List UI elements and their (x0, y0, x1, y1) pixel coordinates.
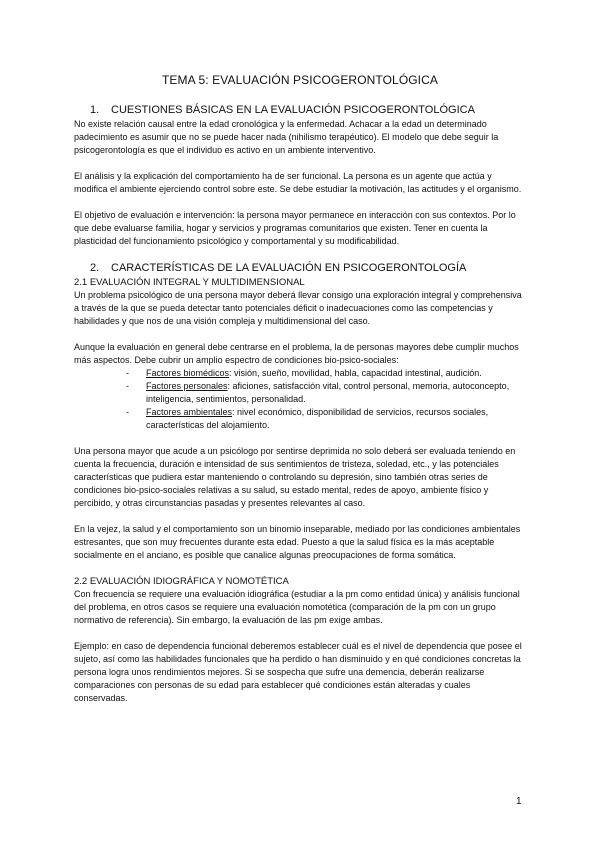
factor-text: : visión, sueño, movilidad, habla, capacidad intestinal, audición. (229, 368, 482, 378)
section-1-paragraph-3: El objetivo de evaluación e intervención: la persona mayor permanece en interacción con sus contextos. Por lo que debe evaluarse familia, hogar y servicios y programas comunitarios que existen. Tener en cuenta la plasticidad del funcionamiento psicológico y comportamental y su modificabilidad. (74, 210, 516, 246)
subsection-2-2-paragraph-2: Ejemplo: en caso de dependencia funcional deberemos establecer cuál es el nivel de dependencia que posee el sujeto, así como las habilidades funcionales que ha perdido o han disminuido y en qué condiciones concretas la persona logra unos rendimientos mejores. Si se sospecha que sufre una demencia, deberán realizarse comparaciones con personas de su edad para establecer qué condiciones están alteradas y cuales conservadas. (74, 641, 522, 703)
list-item (126, 406, 526, 432)
factor-text: : aficiones, satisfacción vital, control personal, memoria, autoconcepto, inteligencia, sentimientos, personalidad. (146, 381, 510, 404)
subsection-2-1-paragraph-2: Aunque la evaluación en general debe centrarse en el problema, la de personas mayores debe cumplir muchos más aspectos. Debe cubrir un amplio espectro de condiciones bio-psico-sociales: (74, 342, 519, 365)
factor-term: Factores biomédicos (146, 368, 230, 378)
factor-term: Factores ambientales (146, 407, 233, 417)
section-1-paragraph-1: No existe relación causal entre la edad cronológica y la enfermedad. Achacar a la edad un determinado padecimiento es asumir que no se puede hacer nada (nihilismo terapéutico). El modelo que debe seguir la psicogerontología es que el individuo es activo en un ambiente interventivo. (74, 119, 499, 155)
document-body (74, 103, 526, 705)
subsection-2-1-heading: 2.1 EVALUACIÓN INTEGRAL Y MULTIDIMENSIONAL (74, 277, 305, 288)
subsection-2-2-heading: 2.2 EVALUACIÓN IDIOGRÁFICA Y NOMOTÉTICA (74, 576, 289, 587)
section-2-title: CARACTERÍSTICAS DE LA EVALUACIÓN EN PSICOGERONTOLOGÍA (111, 262, 467, 274)
subsection-2-1-paragraph-4: En la vejez, la salud y el comportamiento son un binomio inseparable, mediado por las condiciones ambientales estresantes, que son muy frecuentes durante esta edad. Puesto a que la salud física es la más aceptable socialmente en el anciano, es posible que canalice algunas preocupaciones de forma somática. (74, 524, 521, 560)
subsection-2-1-paragraph-3: Una persona mayor que acude a un psicólogo por sentirse deprimida no solo deberá ser evaluada teniendo en cuenta la frecuencia, duración e intensidad de sus sentimientos de tristeza, soledad, etc., y las potenciales características que pudiera estar manteniendo o controlando su depresión, sino también otras series de condiciones bio-psico-sociales relativas a su salud, su estado mental, redes de apoyo, ambiente físico y percibido, y otras circunstancias pasadas y presentes relevantes al caso. (74, 446, 516, 508)
section-1-heading (74, 103, 526, 117)
subsection-2-2-paragraph-1: Con frecuencia se requiere una evaluación idiográfica (estudiar a la pm como entidad única) y análisis funcional del problema, en otros casos se requiere una evaluación nomotética (comparación de la pm con un grupo normativo de referencia). Sin embargo, la evaluación de las pm exige ambas. (74, 589, 520, 625)
factor-term: Factores personales (146, 381, 228, 391)
list-dash: - (126, 368, 129, 378)
factor-text: : nivel económico, disponibilidad de servicios, recursos sociales, características del alojamiento. (146, 407, 489, 430)
section-1-number: 1. (90, 104, 100, 116)
section-1-paragraph-2: El análisis y la explicación del comportamiento ha de ser funcional. La persona es un agente que actúa y modifica el ambiente ejerciendo control sobre este. Se debe estudiar la motivación, las actitudes y el organismo. (74, 171, 522, 194)
list-dash: - (126, 407, 129, 417)
section-1-title: CUESTIONES BÁSICAS EN LA EVALUACIÓN PSICOGERONTOLÓGICA (111, 104, 475, 116)
document-title: TEMA 5: EVALUACIÓN PSICOGERONTOLÓGICA (162, 73, 438, 87)
subsection-2-1-paragraph-1: Un problema psicológico de una persona mayor deberá llevar consigo una exploración integral y comprehensiva a través de la que se pueda detectar tanto potenciales déficit o inadecuaciones como las competencias y habilidades y que nos de una visión compleja y multidimensional del caso. (74, 290, 522, 326)
list-item (126, 367, 526, 380)
biopsychosocial-factors-list (74, 367, 526, 432)
section-2-heading (74, 261, 526, 275)
page-number: 1 (516, 796, 522, 807)
list-dash: - (126, 381, 129, 391)
section-2-number: 2. (90, 262, 100, 274)
list-item (126, 380, 526, 406)
